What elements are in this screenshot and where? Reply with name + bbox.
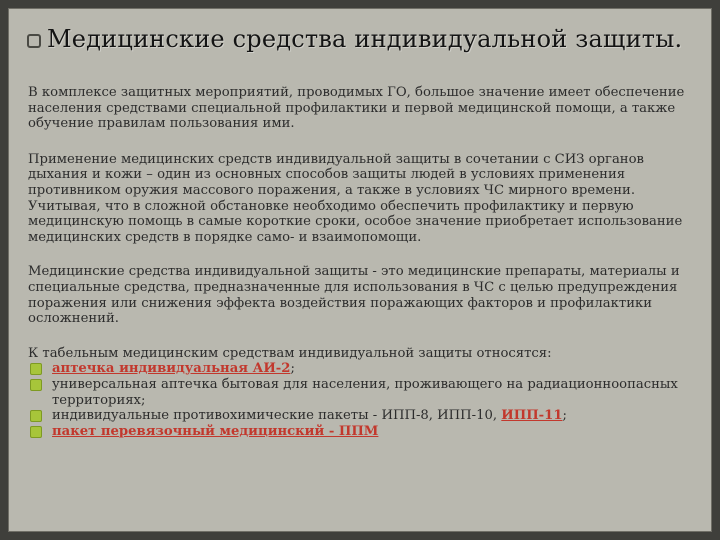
- list-item-tail: ;: [562, 408, 567, 424]
- list-item-text: индивидуальные противохимические пакеты - ИПП-8, ИПП-10,: [52, 408, 502, 424]
- equipment-list: [28, 361, 704, 439]
- paragraph-application: Применение медицинских средств индивидуальной защиты в сочетании с СИЗ органов дыхания и кожи – один из основных способов защиты людей в условиях применения противником оружия массового поражения, а также в условиях ЧС мирного времени. Учитывая, что в сложной обстановке необходимо обеспечить профилактику и первую медицинскую помощь в самые короткие сроки, особое значение приобретает использование медицинских средств в порядке само- и взаимопомощи.: [28, 151, 683, 245]
- bullet-icon: [30, 379, 42, 391]
- list-item: [28, 408, 704, 424]
- slide: [8, 8, 712, 532]
- list-item: [28, 361, 704, 377]
- ai2-link[interactable]: аптечка индивидуальная АИ-2: [52, 361, 291, 377]
- ppm-link[interactable]: пакет перевязочный медицинский - ППМ: [52, 423, 379, 439]
- paragraph-definition: Медицинские средства индивидуальной защиты - это медицинские препараты, материалы и специальные средства, предназначенные для использования в ЧС с целью предупреждения поражения или снижения эффекта воздействия поражающих факторов и профилактики осложнений.: [28, 264, 680, 327]
- square-bullet-icon: [27, 34, 41, 48]
- slide-title: Медицинские средства индивидуальной защиты.: [47, 25, 683, 53]
- bullet-icon: [30, 363, 42, 375]
- list-item-tail: ;: [290, 361, 295, 377]
- bullet-icon: [30, 410, 42, 422]
- ipp11-link[interactable]: ИПП-11: [501, 408, 563, 424]
- list-intro: К табельным медицинским средствам индивидуальной защиты относятся:: [28, 345, 552, 361]
- list-item: [28, 424, 704, 440]
- list-item: [28, 377, 704, 408]
- title-row: [27, 25, 707, 53]
- slide-body: [28, 85, 704, 439]
- list-item-text: универсальная аптечка бытовая для населения, проживающего на радиационноопасных территориях;: [52, 376, 678, 408]
- paragraph-intro: В комплексе защитных мероприятий, проводимых ГО, большое значение имеет обеспечение населения средствами специальной профилактики и первой медицинской помощи, а также обучение правилам пользования ими.: [28, 85, 685, 132]
- bullet-icon: [30, 426, 42, 438]
